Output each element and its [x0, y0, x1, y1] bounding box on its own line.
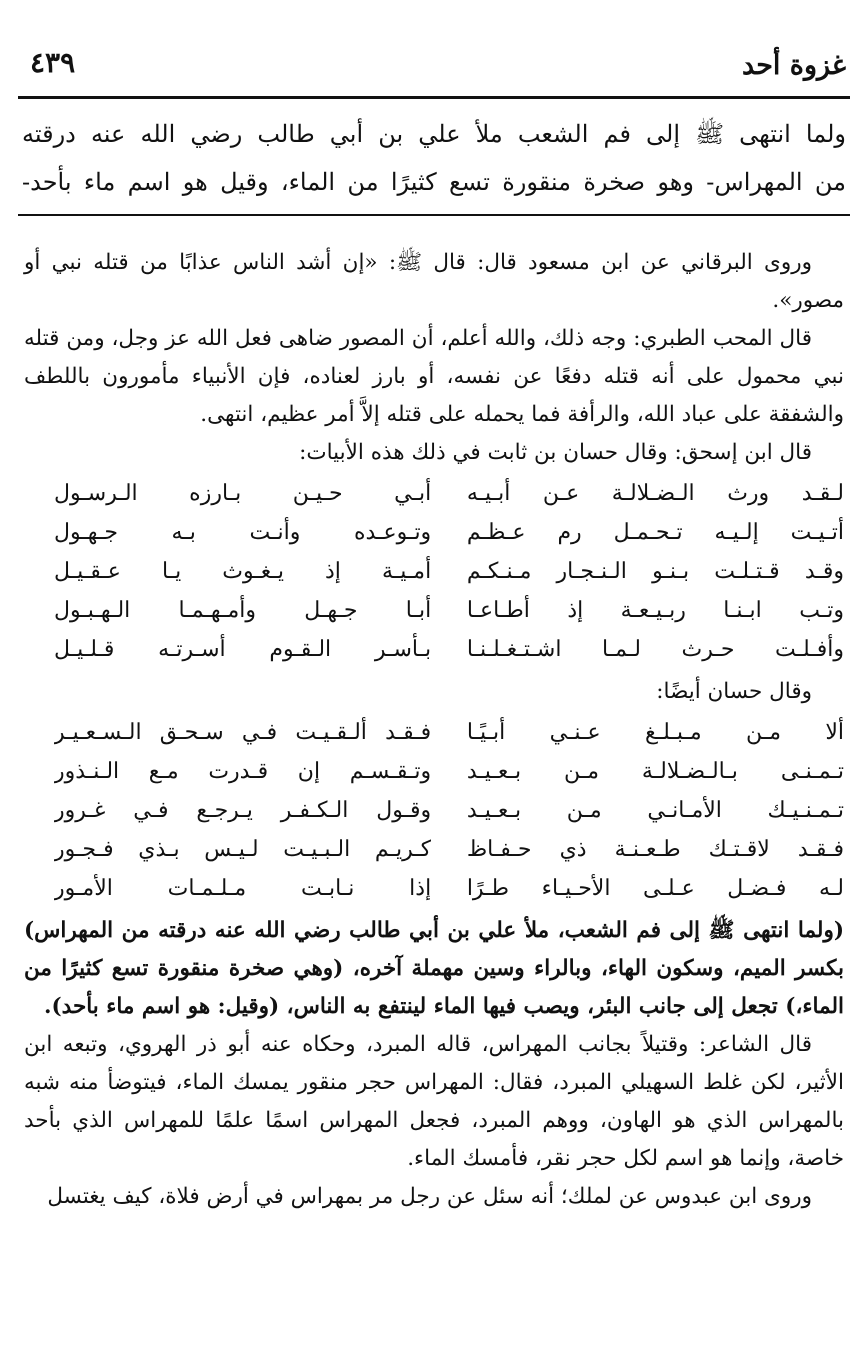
hemistich-first: تـمـنـيـك الأمـانـي مـن بـعـيـد [466, 798, 844, 823]
matn-line: من المهراس- وهو صخرة منقورة تسع كثيرًا من الماء، وقيل هو اسم ماء بأحد- [22, 168, 846, 196]
hemistich-first: وقـد قـتـلـت بـنـو الـنـجـار مـنـكـم [466, 559, 844, 584]
hemistich-second: وتـوعـده وأنـت بـه جـهـول [54, 520, 432, 545]
matn-separator-rule [18, 214, 850, 216]
hemistich-second: فـقـد ألـقـيـت فـي سـحـق الـسـعـيـر [54, 720, 432, 745]
verse [24, 552, 844, 591]
paragraph: وروى ابن عبدوس عن لملك؛ أنه سئل عن رجل مر بمهراس في أرض فلاة، كيف يغتسل [47, 1184, 812, 1209]
verse [24, 713, 844, 752]
page-header [30, 44, 846, 94]
poem-intro: قال ابن إسحق: وقال حسان بن ثابت في ذلك هذه الأبيات: [299, 440, 812, 465]
paragraph: قال الشاعر: وقتيلاً بجانب المهراس، قاله المبرد، وحكاه عنه أبو ذر الهروي، وتبعه ابن الأثير، لكن غلط السهيلي المبرد، فقال: المهراس حجر منقور يمسك الماء، فيتوضأ منه شبه بالمهراس الذي هو الهاون، ووهم المبرد، فجعل المهراس اسمًا علمًا للمهراس الذي بأحد خاصة، وإنما هو اسم لكل حجر نقر، فأمسك الماء. [24, 1032, 844, 1171]
hemistich-first: تـمـنـى بـالـضـلالـة مـن بـعـيـد [466, 759, 844, 784]
poem-hassan-2 [24, 713, 844, 908]
verse [24, 630, 844, 669]
poem-hassan-1 [24, 474, 844, 669]
hemistich-second: وقـول الـكـفـر يـرجـع فـي غـرور [54, 798, 432, 823]
verse [24, 474, 844, 513]
hemistich-first: لـقـد ورث الـضـلالـة عـن أبـيـه [466, 481, 844, 506]
matn-quote-paragraph: (ولما انتهى ﷺ إلى فم الشعب، ملأ علي بن أبي طالب رضي الله عنه درقته من المهراس) بكسر الميم، وسكون الهاء، وبالراء وسين مهملة آخره، (وهي صخرة منقورة تسع كثيرًا من الماء،) تجعل إلى جانب البئر، ويصب فيها الماء لينتفع به الناس، (وقيل: هو اسم ماء بأحد). [24, 918, 844, 1019]
header-rule [18, 96, 850, 99]
hemistich-second: كـريـم الـبـيـت لـيـس بـذي فـجـور [54, 837, 432, 862]
verse [24, 591, 844, 630]
hemistich-first: وتـب ابـنـا ربـيـعـة إذ أطـاعـا [466, 598, 844, 623]
verse [24, 869, 844, 908]
running-title: غزوة أحد [742, 50, 846, 81]
poem-intro: وقال حسان أيضًا: [656, 679, 812, 704]
verse [24, 791, 844, 830]
page-number: ٤٣٩ [30, 46, 76, 79]
hemistich-first: وأفـلـت حـرث لـمـا اشـتـغـلـنـا [466, 637, 844, 662]
verse [24, 830, 844, 869]
hemistich-second: بـأسـر الـقـوم أسـرتـه قـلـيـل [54, 637, 432, 662]
hemistich-second: أمـيـة إذ يـغـوث يـا عـقـيـل [54, 559, 432, 584]
commentary-body [24, 244, 844, 1216]
paragraph: قال المحب الطبري: وجه ذلك، والله أعلم، أن المصور ضاهى فعل الله عز وجل، ومن قتله نبي محمول على أنه قتله دفعًا عن نفسه، أو بارز لعناده، فإن الأنبياء مأمورون باللطف والشفقة على عباد الله، والرأفة فما يحمله على قتله إلاَّ أمر عظيم، انتهى. [24, 326, 844, 427]
hemistich-first: فـقـد لاقـتـك طـعـنـة ذي حـفـاظ [466, 837, 844, 862]
verse [24, 513, 844, 552]
hemistich-second: إذا نـابـت مـلـمـات الأمـور [54, 876, 432, 901]
verse [24, 752, 844, 791]
hemistich-first: أتـيـت إلـيـه تـحـمـل رم عـظـم [466, 520, 844, 545]
hemistich-second: أبـا جـهـل وأمـهـمـا الـهـبـول [54, 598, 432, 623]
hemistich-second: أبـي حـيـن بـارزه الـرسـول [54, 481, 432, 506]
hemistich-first: ألا مـن مـبـلـغ عـنـي أبـيًـا [466, 720, 844, 745]
hemistich-first: لـه فـضـل عـلـى الأحـيـاء طـرًا [466, 876, 844, 901]
matn-text [22, 110, 846, 206]
paragraph: وروى البرقاني عن ابن مسعود قال: قال ﷺ: «إن أشد الناس عذابًا من قتله نبي أو مصور». [24, 250, 844, 313]
matn-line: ولما انتهى ﷺ إلى فم الشعب ملأ علي بن أبي طالب رضي الله عنه درقته [22, 120, 846, 148]
hemistich-second: وتـقـسـم إن قـدرت مـع الـنـذور [54, 759, 432, 784]
